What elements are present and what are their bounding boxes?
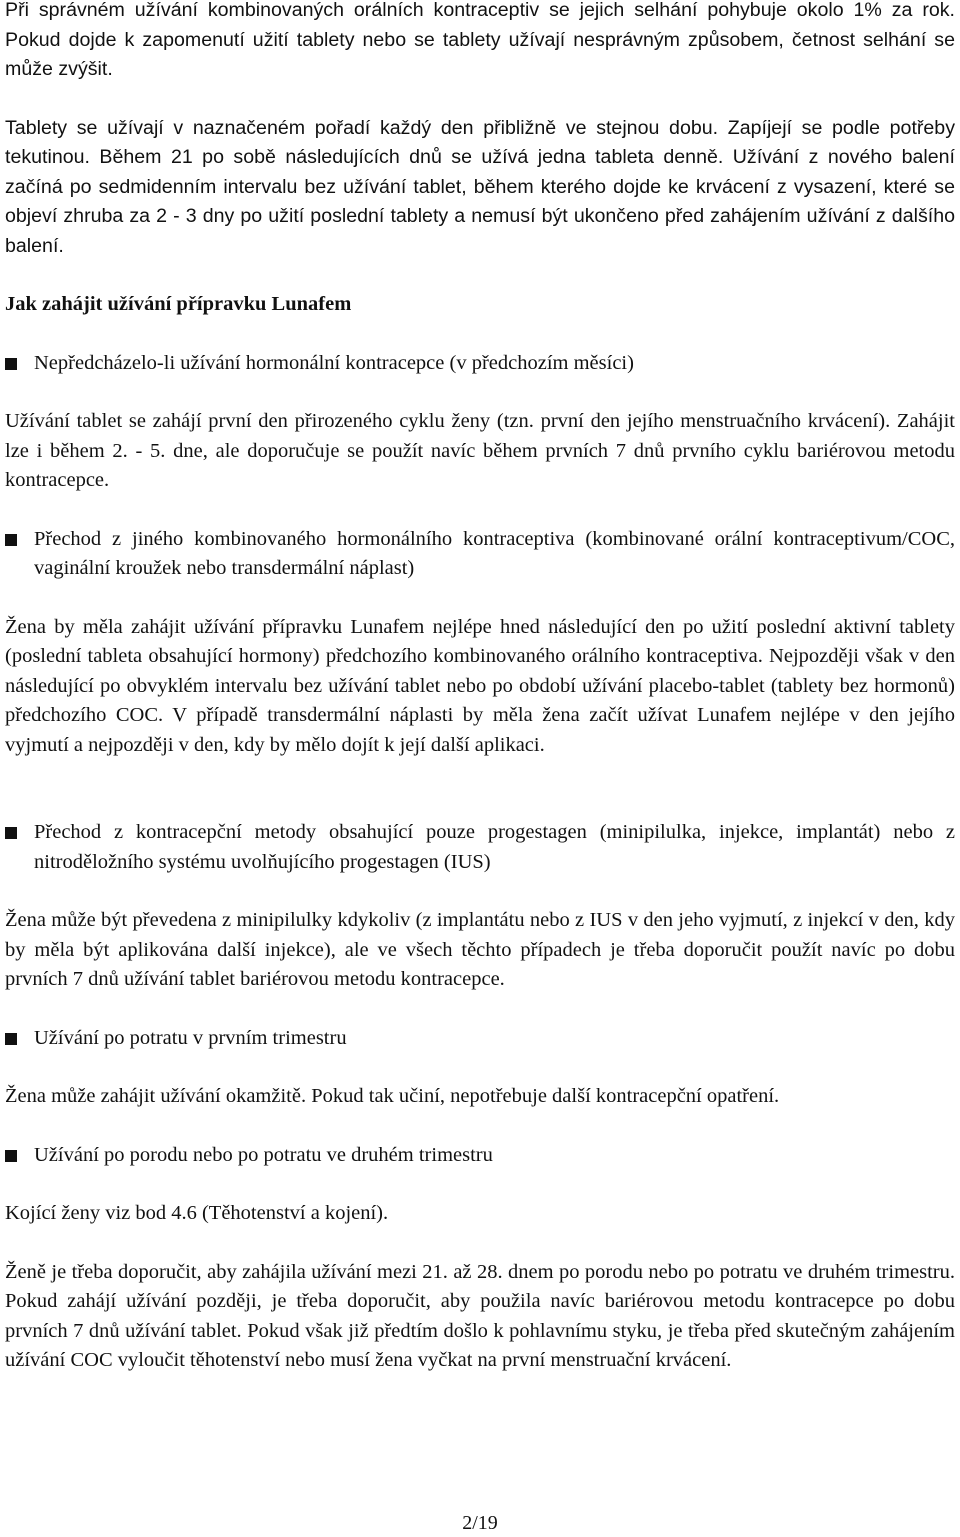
bullet-text: Užívání po porodu nebo po potratu ve druhém trimestru — [34, 1143, 493, 1166]
breastfeeding-paragraph: Kojící ženy viz bod 4.6 (Těhotenství a kojení). — [5, 1202, 389, 1224]
section-heading: Jak zahájit užívání přípravku Lunafem — [5, 293, 352, 315]
switch-progestogen-paragraph: Žena může být převedena z minipilulky kdykoliv (z implantátu nebo z IUS v den jeho vyjmutí, z injekcí v den, kdy by měla být aplikována další injekce), ale ve všech těchto případech je třeba doporučit použít navíc po dobu prvních 7 dnů užívání tablet bariérovou metodu kontracepce. — [5, 909, 955, 990]
page-number: 2/19 — [462, 1512, 498, 1534]
postpartum-paragraph: Ženě je třeba doporučit, aby zahájila užívání mezi 21. až 28. dnem po porodu nebo po potratu ve druhém trimestru. Pokud zahájí užívání později, je třeba doporučit, aby použila navíc bariérovou metodu kontracepce po dobu prvních 7 dnů užívání tablet. Pokud však již předtím došlo k pohlavnímu styku, je třeba před skutečným zahájením užívání COC vyloučit těhotenství nebo musí žena vyčkat na první menstruační krvácení. — [5, 1260, 955, 1371]
no-prior-paragraph: Užívání tablet se zahájí první den přirozeného cyklu ženy (tzn. první den jejího menstruačního krvácení). Zahájit lze i během 2. - 5. dne, ale doporučuje se použít navíc během prvních 7 dnů prvního cyklu bariérovou metodu kontracepce. — [5, 410, 955, 491]
bullet-text: Přechod z kontracepční metody obsahující pouze progestagen (minipilulka, injekce, implantát) nebo z nitroděložního systému uvolňujícího progestagen (IUS) — [34, 821, 955, 873]
switch-coc-paragraph: Žena by měla zahájit užívání přípravku Lunafem nejlépe hned následující den po užití poslední aktivní tablety (poslední tableta obsahující hormony) předchozího kombinovaného orálního kontraceptiva. Nejpozději však v den následující po obvyklém intervalu bez užívání tablet nebo po období užívání placebo-tablet (tablety bez hormonů) předchozího COC. V případě transdermální náplasti by měla žena začít užívat Lunafem nejlépe v den jejího vyjmutí a nejpozději v den, kdy by mělo dojít k její další aplikaci. — [5, 615, 955, 756]
square-bullet-icon — [5, 1150, 17, 1162]
square-bullet-icon — [5, 827, 17, 839]
square-bullet-icon — [5, 358, 17, 370]
bullet-text: Nepředcházelo-li užívání hormonální kontracepce (v předchozím měsíci) — [34, 351, 634, 374]
bullet-text: Přechod z jiného kombinovaného hormonálního kontraceptiva (kombinované orální kontraceptivum/COC, vaginální kroužek nebo transdermální náplast) — [34, 527, 955, 579]
square-bullet-icon — [5, 1033, 17, 1045]
square-bullet-icon — [5, 534, 17, 546]
bullet-no-prior-contraception — [5, 349, 955, 379]
bullet-text: Užívání po potratu v prvním trimestru — [34, 1026, 347, 1049]
first-trimester-paragraph: Žena může zahájit užívání okamžitě. Pokud tak učiní, nepotřebuje další kontracepční opatření. — [5, 1085, 780, 1107]
intro-paragraph: Při správném užívání kombinovaných orálních kontraceptiv se jejich selhání pohybuje okolo 1% za rok. Pokud dojde k zapomenutí užití tablety nebo se tablety užívají nesprávným způsobem, četnost selhání se může zvýšit. — [5, 0, 955, 80]
usage-paragraph — [5, 114, 955, 262]
bullet-switch-from-coc — [5, 525, 955, 584]
bullet-first-trimester — [5, 1024, 955, 1054]
document-page — [5, 0, 955, 1376]
bullet-switch-from-progestogen — [5, 818, 955, 877]
usage-paragraph-part-b: Užívání z nového balení začíná po sedmidenním intervalu bez užívání tablet, během kterého dojde ke krvácení z vysazení, které se objeví zhruba za 2 - 3 dny po užití poslední tablety a nemusí být ukončeno před zahájením užívání z dalšího balení. — [5, 146, 955, 257]
bullet-postpartum — [5, 1141, 955, 1171]
usage-paragraph-part-a: Tablety se užívají v naznačeném pořadí každý den přibližně ve stejnou dobu. Zapíjejí se podle potřeby tekutinou. Během 21 po sobě následujících dnů se užívá jedna tableta denně. — [5, 116, 955, 168]
